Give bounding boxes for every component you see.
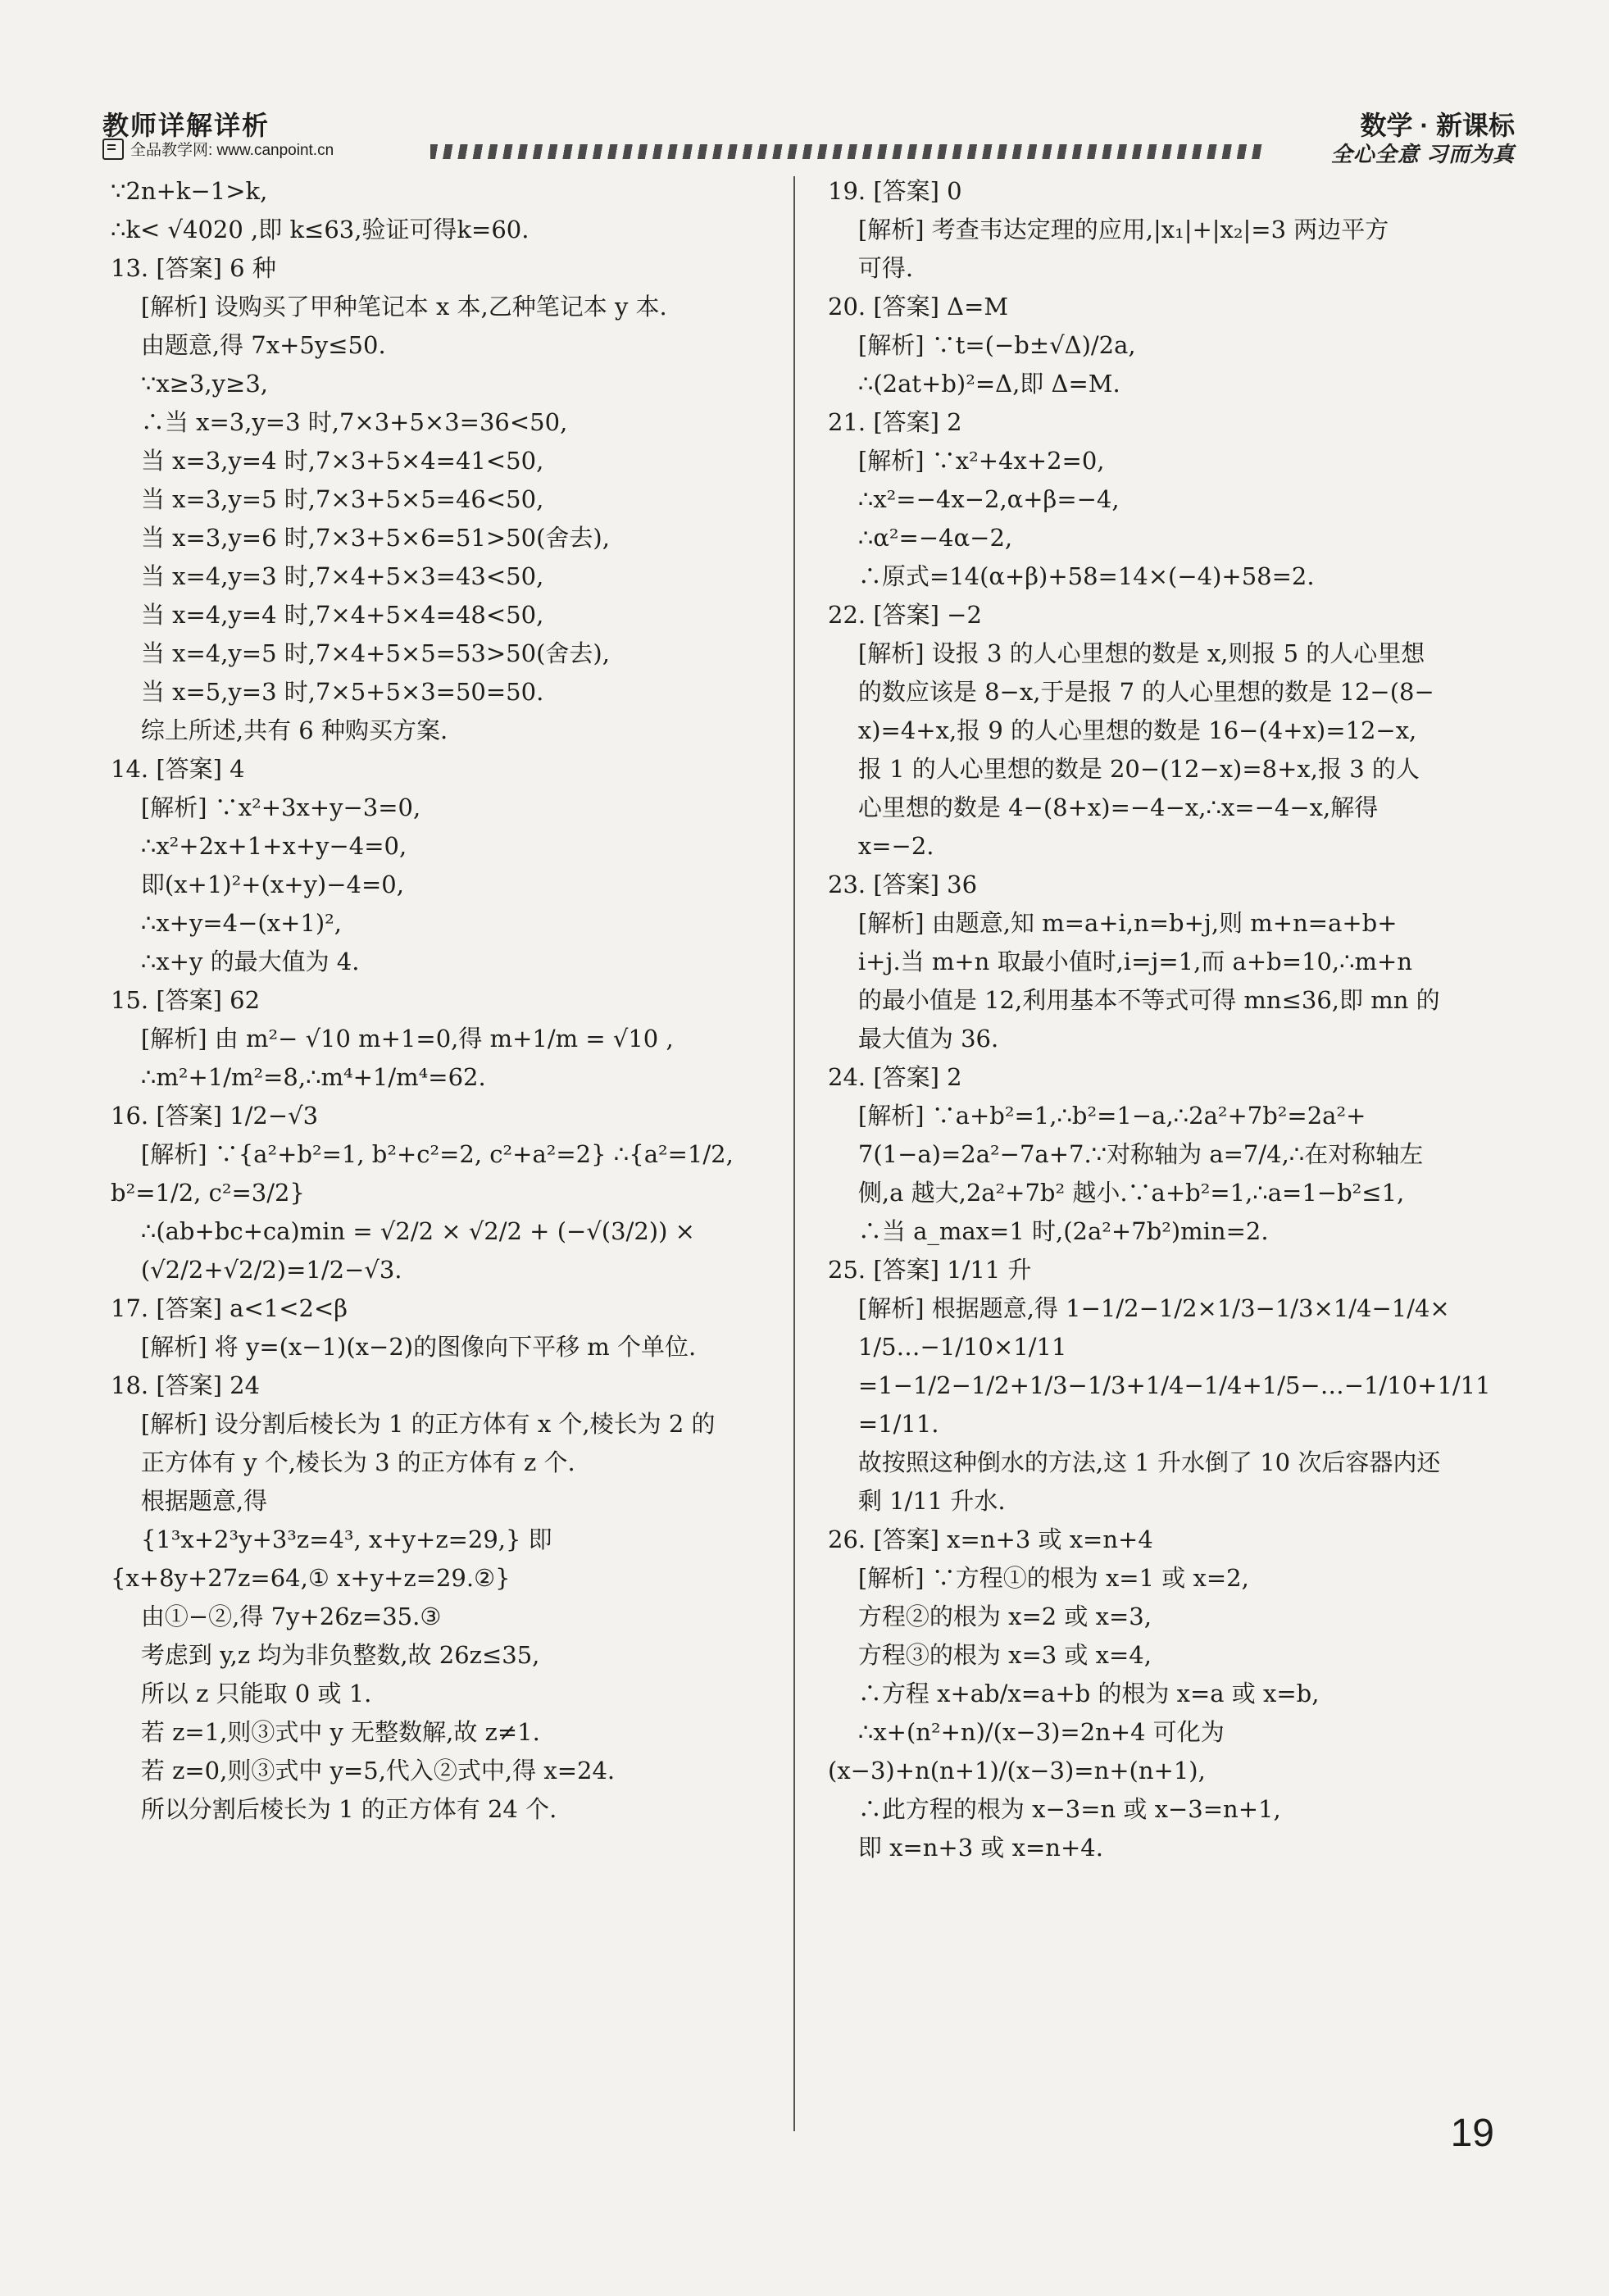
text-line: 当 x=4,y=3 时,7×4+5×3=43<50, bbox=[111, 562, 544, 590]
text-line: 当 x=4,y=4 时,7×4+5×4=48<50, bbox=[111, 601, 544, 629]
text-line: 21. [答案] 2 bbox=[828, 408, 962, 436]
text-line: 由①−②,得 7y+26z=35.③ bbox=[111, 1603, 442, 1630]
left-column bbox=[111, 172, 775, 1829]
text-line: 综上所述,共有 6 种购买方案. bbox=[111, 716, 448, 744]
text-line: =1/11. bbox=[828, 1410, 939, 1438]
text-line: 报 1 的人心里想的数是 20−(12−x)=8+x,报 3 的人 bbox=[828, 755, 1420, 783]
text-line: [解析] 将 y=(x−1)(x−2)的图像向下平移 m 个单位. bbox=[111, 1333, 697, 1361]
text-line: 的最小值是 12,利用基本不等式可得 mn≤36,即 mn 的 bbox=[828, 986, 1440, 1014]
column-divider bbox=[793, 176, 795, 2131]
text-line: 14. [答案] 4 bbox=[111, 755, 245, 783]
text-line: [解析] 设购买了甲种笔记本 x 本,乙种笔记本 y 本. bbox=[111, 293, 667, 321]
text-line: 当 x=3,y=4 时,7×3+5×4=41<50, bbox=[111, 447, 544, 475]
text-line: 7(1−a)=2a²−7a+7.∵对称轴为 a=7/4,∴在对称轴左 bbox=[828, 1140, 1424, 1168]
text-line: [解析] ∵{a²+b²=1, b²+c²=2, c²+a²=2} ∴{a²=1/2, b²=1/2, c²=3/2} bbox=[111, 1140, 742, 1207]
text-line: ∵2n+k−1>k, bbox=[111, 177, 268, 205]
text-line: [解析] ∵a+b²=1,∴b²=1−a,∴2a²+7b²=2a²+ bbox=[828, 1102, 1366, 1130]
text-line: ∴当 a_max=1 时,(2a²+7b²)min=2. bbox=[828, 1217, 1269, 1245]
text-line: ∴x²+2x+1+x+y−4=0, bbox=[111, 832, 407, 860]
text-line: 的数应该是 8−x,于是报 7 的人心里想的数是 12−(8− bbox=[828, 678, 1434, 706]
text-line: ∴m²+1/m²=8,∴m⁴+1/m⁴=62. bbox=[111, 1063, 486, 1091]
brand-slogan: 全心全意 习而为真 bbox=[1330, 142, 1515, 166]
text-line: 15. [答案] 62 bbox=[111, 986, 261, 1014]
text-line: 20. [答案] Δ=M bbox=[828, 293, 1009, 321]
text-line: ∴(2at+b)²=Δ,即 Δ=M. bbox=[828, 370, 1120, 398]
subject-title: 数学 · 新课标 bbox=[1360, 111, 1515, 140]
text-line: 方程②的根为 x=2 或 x=3, bbox=[828, 1603, 1152, 1630]
text-line: [解析] 考查韦达定理的应用,|x₁|+|x₂|=3 两边平方 bbox=[828, 216, 1389, 243]
text-line: 当 x=3,y=5 时,7×3+5×5=46<50, bbox=[111, 485, 544, 513]
text-line: ∵x≥3,y≥3, bbox=[111, 370, 268, 398]
header-stripe bbox=[430, 144, 1266, 159]
text-line: 26. [答案] x=n+3 或 x=n+4 bbox=[828, 1525, 1153, 1553]
text-line: x=−2. bbox=[828, 832, 934, 860]
text-line: 所以分割后棱长为 1 的正方体有 24 个. bbox=[111, 1795, 557, 1823]
site-line bbox=[102, 138, 334, 160]
text-line: ∴方程 x+ab/x=a+b 的根为 x=a 或 x=b, bbox=[828, 1680, 1320, 1707]
page-number: 19 bbox=[1450, 2112, 1494, 2155]
text-line: [解析] 设分割后棱长为 1 的正方体有 x 个,棱长为 2 的 bbox=[111, 1410, 716, 1438]
text-line: ∴x+(n²+n)/(x−3)=2n+4 可化为(x−3)+n(n+1)/(x−3)=n+(n+1), bbox=[828, 1718, 1225, 1785]
site-url: 全品教学网: www.canpoint.cn bbox=[130, 142, 334, 159]
text-line: ∴当 x=3,y=3 时,7×3+5×3=36<50, bbox=[111, 408, 568, 436]
book-icon bbox=[102, 139, 124, 160]
text-line: [解析] ∵方程①的根为 x=1 或 x=2, bbox=[828, 1564, 1249, 1592]
text-line: 16. [答案] 1/2−√3 bbox=[111, 1102, 319, 1130]
text-line: ∴此方程的根为 x−3=n 或 x−3=n+1, bbox=[828, 1795, 1281, 1823]
text-line: [解析] 根据题意,得 1−1/2−1/2×1/3−1/3×1/4−1/4× bbox=[828, 1294, 1450, 1322]
text-line: ∴k< √4020 ,即 k≤63,验证可得k=60. bbox=[111, 216, 530, 243]
text-line: 当 x=5,y=3 时,7×5+5×3=50=50. bbox=[111, 678, 544, 706]
text-line: 24. [答案] 2 bbox=[828, 1063, 962, 1091]
text-line: 即(x+1)²+(x+y)−4=0, bbox=[111, 871, 404, 898]
text-line: ∴原式=14(α+β)+58=14×(−4)+58=2. bbox=[828, 562, 1315, 590]
text-line: 1/5…−1/10×1/11 bbox=[828, 1333, 1067, 1361]
text-line: 由题意,得 7x+5y≤50. bbox=[111, 331, 386, 359]
text-line: 方程③的根为 x=3 或 x=4, bbox=[828, 1641, 1152, 1669]
text-line: =1−1/2−1/2+1/3−1/3+1/4−1/4+1/5−…−1/10+1/11 bbox=[828, 1371, 1491, 1399]
text-line: [解析] 设报 3 的人心里想的数是 x,则报 5 的人心里想 bbox=[828, 639, 1425, 667]
header-title: 教师详解详析 bbox=[102, 111, 270, 140]
text-line: [解析] 由题意,知 m=a+i,n=b+j,则 m+n=a+b+ bbox=[828, 909, 1398, 937]
text-line: ∴x²=−4x−2,α+β=−4, bbox=[828, 485, 1120, 513]
text-line: 当 x=3,y=6 时,7×3+5×6=51>50(舍去), bbox=[111, 524, 610, 552]
text-line: [解析] ∵x²+3x+y−3=0, bbox=[111, 793, 421, 821]
text-line: 13. [答案] 6 种 bbox=[111, 254, 276, 282]
text-line: 剩 1/11 升水. bbox=[828, 1487, 1006, 1515]
text-line: 侧,a 越大,2a²+7b² 越小.∵a+b²=1,∴a=1−b²≤1, bbox=[828, 1179, 1405, 1207]
text-line: [解析] ∵x²+4x+2=0, bbox=[828, 447, 1105, 475]
text-line: i+j.当 m+n 取最小值时,i=j=1,而 a+b=10,∴m+n bbox=[828, 948, 1413, 975]
text-line: [解析] 由 m²− √10 m+1=0,得 m+1/m = √10 , bbox=[111, 1025, 674, 1053]
text-line: 若 z=0,则③式中 y=5,代入②式中,得 x=24. bbox=[111, 1757, 616, 1785]
text-line: ∴x+y=4−(x+1)², bbox=[111, 909, 342, 937]
text-line: 22. [答案] −2 bbox=[828, 601, 982, 629]
text-line: 即 x=n+3 或 x=n+4. bbox=[828, 1834, 1103, 1862]
text-line: ∴(ab+bc+ca)min = √2/2 × √2/2 + (−√(3/2)) × bbox=[111, 1217, 695, 1245]
text-line: 考虑到 y,z 均为非负整数,故 26z≤35, bbox=[111, 1641, 540, 1669]
text-line: x)=4+x,报 9 的人心里想的数是 16−(4+x)=12−x, bbox=[828, 716, 1417, 744]
text-line: {1³x+2³y+3³z=4³, x+y+z=29,} 即 {x+8y+27z=64,① x+y+z=29.②} bbox=[111, 1525, 560, 1592]
text-line: 可得. bbox=[828, 254, 914, 282]
text-line: 若 z=1,则③式中 y 无整数解,故 z≠1. bbox=[111, 1718, 540, 1746]
text-line: 最大值为 36. bbox=[828, 1025, 999, 1053]
text-line: 25. [答案] 1/11 升 bbox=[828, 1256, 1032, 1284]
text-line: 心里想的数是 4−(8+x)=−4−x,∴x=−4−x,解得 bbox=[828, 793, 1379, 821]
text-line: 所以 z 只能取 0 或 1. bbox=[111, 1680, 372, 1707]
text-line: [解析] ∵t=(−b±√Δ)/2a, bbox=[828, 331, 1136, 359]
text-line: 19. [答案] 0 bbox=[828, 177, 962, 205]
right-column bbox=[828, 172, 1508, 1867]
text-line: 18. [答案] 24 bbox=[111, 1371, 261, 1399]
text-line: (√2/2+√2/2)=1/2−√3. bbox=[111, 1256, 402, 1284]
text-line: ∴x+y 的最大值为 4. bbox=[111, 948, 360, 975]
text-line: 23. [答案] 36 bbox=[828, 871, 978, 898]
page-header bbox=[0, 0, 1609, 164]
text-line: 故按照这种倒水的方法,这 1 升水倒了 10 次后容器内还 bbox=[828, 1448, 1441, 1476]
text-line: 17. [答案] a<1<2<β bbox=[111, 1294, 348, 1322]
text-line: 正方体有 y 个,棱长为 3 的正方体有 z 个. bbox=[111, 1448, 575, 1476]
text-line: 当 x=4,y=5 时,7×4+5×5=53>50(舍去), bbox=[111, 639, 610, 667]
text-line: ∴α²=−4α−2, bbox=[828, 524, 1013, 552]
text-line: 根据题意,得 bbox=[111, 1487, 268, 1515]
